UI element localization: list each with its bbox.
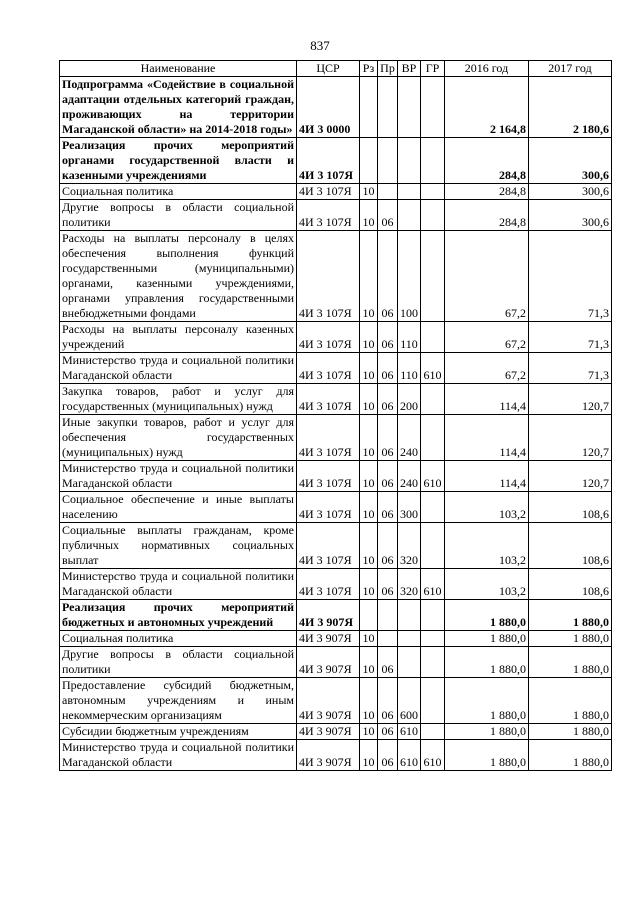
- cell-gr: [421, 631, 445, 647]
- cell-vr: [398, 138, 421, 184]
- cell-2017: 120,7: [529, 415, 612, 461]
- cell-csr: 4И 3 0000: [297, 77, 360, 138]
- cell-2016: 103,2: [445, 569, 529, 600]
- cell-vr: [398, 184, 421, 200]
- cell-gr: 610: [421, 461, 445, 492]
- cell-2016: 103,2: [445, 492, 529, 523]
- table-row: [60, 740, 612, 771]
- cell-2017: 1 880,0: [529, 600, 612, 631]
- cell-rz: 10: [360, 384, 378, 415]
- cell-pr: 06: [378, 740, 398, 771]
- cell-2017: 71,3: [529, 231, 612, 322]
- cell-name: Иные закупки товаров, работ и услуг для обеспечения государственных (муниципальных) нужд: [60, 415, 297, 461]
- cell-vr: 610: [398, 724, 421, 740]
- budget-table: [59, 60, 612, 771]
- table-row: [60, 678, 612, 724]
- cell-rz: [360, 600, 378, 631]
- header-gr: ГР: [421, 61, 445, 77]
- cell-rz: 10: [360, 569, 378, 600]
- cell-name: Расходы на выплаты персоналу казенных учреждений: [60, 322, 297, 353]
- cell-csr: 4И 3 107Я: [297, 184, 360, 200]
- cell-rz: 10: [360, 231, 378, 322]
- cell-rz: 10: [360, 740, 378, 771]
- cell-gr: [421, 231, 445, 322]
- cell-name: Социальная политика: [60, 631, 297, 647]
- cell-vr: 240: [398, 461, 421, 492]
- table-row: [60, 231, 612, 322]
- cell-csr: 4И 3 907Я: [297, 631, 360, 647]
- cell-csr: 4И 3 107Я: [297, 200, 360, 231]
- cell-gr: [421, 678, 445, 724]
- page-number: 837: [310, 38, 330, 53]
- cell-name: Реализация прочих мероприятий органами государственной власти и казенными учреждениями: [60, 138, 297, 184]
- cell-2017: 108,6: [529, 492, 612, 523]
- cell-gr: [421, 322, 445, 353]
- cell-rz: [360, 138, 378, 184]
- cell-vr: [398, 200, 421, 231]
- cell-rz: 10: [360, 647, 378, 678]
- cell-name: Министерство труда и социальной политики Магаданской области: [60, 461, 297, 492]
- cell-gr: [421, 492, 445, 523]
- table-row: [60, 77, 612, 138]
- cell-2017: 1 880,0: [529, 724, 612, 740]
- cell-pr: [378, 184, 398, 200]
- cell-name: Расходы на выплаты персоналу в целях обеспечения выполнения функций государственными (муниципальными) органами, казенными учреждениями, органами управления государственными внебюджетными фондами: [60, 231, 297, 322]
- cell-pr: 06: [378, 353, 398, 384]
- cell-vr: 110: [398, 322, 421, 353]
- cell-2017: 2 180,6: [529, 77, 612, 138]
- table-row: [60, 647, 612, 678]
- header-csr: ЦСР: [297, 61, 360, 77]
- cell-vr: 110: [398, 353, 421, 384]
- cell-gr: [421, 200, 445, 231]
- cell-2017: 1 880,0: [529, 647, 612, 678]
- cell-csr: 4И 3 107Я: [297, 415, 360, 461]
- cell-csr: 4И 3 107Я: [297, 523, 360, 569]
- cell-pr: 06: [378, 461, 398, 492]
- table-row: [60, 461, 612, 492]
- cell-2017: 120,7: [529, 461, 612, 492]
- header-vr: ВР: [398, 61, 421, 77]
- table-row: [60, 184, 612, 200]
- cell-rz: 10: [360, 322, 378, 353]
- cell-vr: [398, 647, 421, 678]
- cell-vr: 240: [398, 415, 421, 461]
- cell-2016: 103,2: [445, 523, 529, 569]
- cell-vr: 610: [398, 740, 421, 771]
- table-row: [60, 600, 612, 631]
- cell-pr: [378, 631, 398, 647]
- cell-vr: 200: [398, 384, 421, 415]
- cell-rz: 10: [360, 461, 378, 492]
- cell-rz: [360, 77, 378, 138]
- cell-rz: 10: [360, 492, 378, 523]
- cell-2016: 2 164,8: [445, 77, 529, 138]
- table-header-row: [60, 61, 612, 77]
- cell-gr: 610: [421, 569, 445, 600]
- table-body: [60, 77, 612, 771]
- table-row: [60, 631, 612, 647]
- cell-pr: 06: [378, 569, 398, 600]
- header-rz: Рз: [360, 61, 378, 77]
- cell-2017: 300,6: [529, 200, 612, 231]
- header-2017: 2017 год: [529, 61, 612, 77]
- cell-vr: 320: [398, 523, 421, 569]
- cell-pr: 06: [378, 200, 398, 231]
- cell-2016: 1 880,0: [445, 724, 529, 740]
- table-row: [60, 138, 612, 184]
- cell-2016: 1 880,0: [445, 678, 529, 724]
- cell-vr: [398, 600, 421, 631]
- cell-pr: 06: [378, 678, 398, 724]
- cell-name: Другие вопросы в области социальной политики: [60, 647, 297, 678]
- header-2016: 2016 год: [445, 61, 529, 77]
- cell-vr: 320: [398, 569, 421, 600]
- cell-rz: 10: [360, 200, 378, 231]
- cell-gr: [421, 724, 445, 740]
- cell-2016: 1 880,0: [445, 740, 529, 771]
- cell-csr: 4И 3 107Я: [297, 384, 360, 415]
- cell-csr: 4И 3 907Я: [297, 647, 360, 678]
- cell-pr: 06: [378, 384, 398, 415]
- cell-pr: [378, 600, 398, 631]
- cell-vr: 100: [398, 231, 421, 322]
- cell-pr: 06: [378, 523, 398, 569]
- cell-2016: 284,8: [445, 200, 529, 231]
- cell-csr: 4И 3 907Я: [297, 678, 360, 724]
- cell-rz: 10: [360, 523, 378, 569]
- cell-csr: 4И 3 107Я: [297, 492, 360, 523]
- cell-pr: 06: [378, 647, 398, 678]
- table-row: [60, 322, 612, 353]
- cell-gr: [421, 523, 445, 569]
- cell-2017: 71,3: [529, 353, 612, 384]
- table-row: [60, 415, 612, 461]
- cell-2016: 284,8: [445, 184, 529, 200]
- cell-pr: 06: [378, 322, 398, 353]
- cell-gr: [421, 600, 445, 631]
- cell-gr: [421, 415, 445, 461]
- cell-2016: 67,2: [445, 353, 529, 384]
- cell-pr: [378, 77, 398, 138]
- cell-vr: 300: [398, 492, 421, 523]
- cell-2016: 114,4: [445, 384, 529, 415]
- cell-2016: 114,4: [445, 415, 529, 461]
- cell-pr: 06: [378, 231, 398, 322]
- cell-csr: 4И 3 907Я: [297, 740, 360, 771]
- cell-gr: 610: [421, 740, 445, 771]
- cell-pr: 06: [378, 415, 398, 461]
- cell-2016: 114,4: [445, 461, 529, 492]
- cell-name: Социальная политика: [60, 184, 297, 200]
- header-pr: Пр: [378, 61, 398, 77]
- cell-gr: [421, 647, 445, 678]
- cell-pr: 06: [378, 492, 398, 523]
- cell-csr: 4И 3 107Я: [297, 138, 360, 184]
- cell-2016: 67,2: [445, 231, 529, 322]
- cell-csr: 4И 3 107Я: [297, 569, 360, 600]
- cell-csr: 4И 3 107Я: [297, 231, 360, 322]
- cell-name: Социальное обеспечение и иные выплаты населению: [60, 492, 297, 523]
- cell-rz: 10: [360, 415, 378, 461]
- cell-rz: 10: [360, 184, 378, 200]
- cell-2016: 1 880,0: [445, 600, 529, 631]
- table-row: [60, 724, 612, 740]
- cell-name: Другие вопросы в области социальной политики: [60, 200, 297, 231]
- cell-2017: 108,6: [529, 569, 612, 600]
- cell-rz: 10: [360, 353, 378, 384]
- cell-name: Социальные выплаты гражданам, кроме публичных нормативных социальных выплат: [60, 523, 297, 569]
- cell-2017: 71,3: [529, 322, 612, 353]
- cell-gr: [421, 77, 445, 138]
- table-row: [60, 384, 612, 415]
- cell-2016: 1 880,0: [445, 647, 529, 678]
- cell-gr: [421, 384, 445, 415]
- cell-gr: [421, 184, 445, 200]
- cell-2017: 108,6: [529, 523, 612, 569]
- cell-rz: 10: [360, 631, 378, 647]
- cell-name: Субсидии бюджетным учреждениям: [60, 724, 297, 740]
- cell-name: Подпрограмма «Содействие в социальной адаптации отдельных категорий граждан, проживающих на территории Магаданской области» на 2014-2018 годы»: [60, 77, 297, 138]
- table-row: [60, 200, 612, 231]
- cell-2017: 300,6: [529, 138, 612, 184]
- cell-csr: 4И 3 907Я: [297, 724, 360, 740]
- cell-name: Министерство труда и социальной политики Магаданской области: [60, 740, 297, 771]
- table-row: [60, 353, 612, 384]
- cell-name: Министерство труда и социальной политики Магаданской области: [60, 569, 297, 600]
- cell-gr: [421, 138, 445, 184]
- cell-csr: 4И 3 907Я: [297, 600, 360, 631]
- cell-2017: 300,6: [529, 184, 612, 200]
- cell-name: Реализация прочих мероприятий бюджетных и автономных учреждений: [60, 600, 297, 631]
- table-row: [60, 523, 612, 569]
- cell-pr: 06: [378, 724, 398, 740]
- cell-vr: 600: [398, 678, 421, 724]
- cell-pr: [378, 138, 398, 184]
- cell-vr: [398, 77, 421, 138]
- cell-name: Предоставление субсидий бюджетным, автономным учреждениям и иным некоммерческим организациям: [60, 678, 297, 724]
- cell-rz: 10: [360, 678, 378, 724]
- cell-gr: 610: [421, 353, 445, 384]
- cell-2016: 67,2: [445, 322, 529, 353]
- cell-name: Министерство труда и социальной политики Магаданской области: [60, 353, 297, 384]
- cell-rz: 10: [360, 724, 378, 740]
- table-row: [60, 569, 612, 600]
- cell-csr: 4И 3 107Я: [297, 322, 360, 353]
- cell-csr: 4И 3 107Я: [297, 461, 360, 492]
- cell-2017: 1 880,0: [529, 678, 612, 724]
- cell-csr: 4И 3 107Я: [297, 353, 360, 384]
- cell-2017: 1 880,0: [529, 740, 612, 771]
- cell-2017: 120,7: [529, 384, 612, 415]
- cell-2016: 284,8: [445, 138, 529, 184]
- cell-2016: 1 880,0: [445, 631, 529, 647]
- cell-vr: [398, 631, 421, 647]
- cell-2017: 1 880,0: [529, 631, 612, 647]
- cell-name: Закупка товаров, работ и услуг для государственных (муниципальных) нужд: [60, 384, 297, 415]
- header-name: Наименование: [60, 61, 297, 77]
- table-row: [60, 492, 612, 523]
